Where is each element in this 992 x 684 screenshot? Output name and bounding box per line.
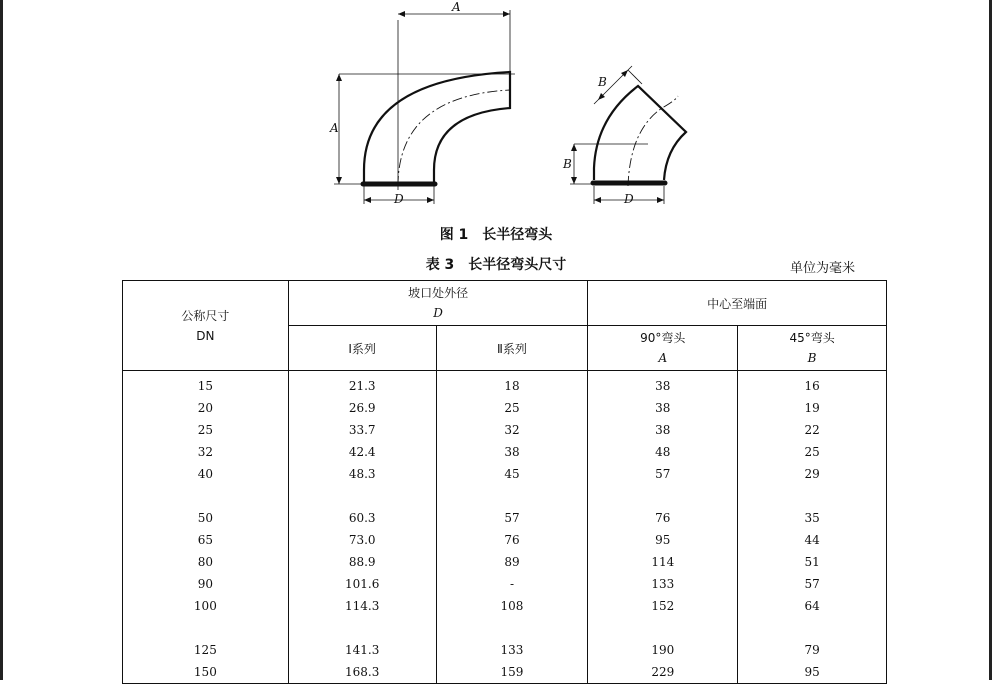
- cell-series-2: 76: [436, 529, 588, 551]
- cell-nominal-size: 150: [123, 661, 289, 684]
- cell-elbow-45: 64: [738, 595, 887, 617]
- cell-nominal-size: 80: [123, 551, 289, 573]
- cell-series-2: 25: [436, 397, 588, 419]
- cell-elbow-90: 38: [588, 397, 738, 419]
- cell-series-1: 33.7: [288, 419, 436, 441]
- cell-elbow-90: 38: [588, 371, 738, 398]
- table-row: [123, 463, 887, 485]
- dim-b-top-label: B: [598, 75, 607, 89]
- header-outer-diameter-symbol: D: [433, 306, 443, 320]
- dim-a-left-label: A: [330, 121, 339, 135]
- dim-d-left-label: D: [394, 192, 404, 206]
- table-row: [123, 551, 887, 573]
- cell-series-1: 141.3: [288, 639, 436, 661]
- cell-series-1: 101.6: [288, 573, 436, 595]
- cell-elbow-45: 79: [738, 639, 887, 661]
- table-row: [123, 573, 887, 595]
- cell-nominal-size: 100: [123, 595, 289, 617]
- header-elbow-45-symbol: B: [807, 351, 817, 365]
- cell-series-2: 133: [436, 639, 588, 661]
- table-row: [123, 639, 887, 661]
- figure-caption: 图 1 长半径弯头: [439, 227, 553, 243]
- table-row: [123, 507, 887, 529]
- cell-series-2: 89: [436, 551, 588, 573]
- cell-nominal-size: 50: [123, 507, 289, 529]
- cell-series-1: [288, 617, 436, 639]
- elbow-45-outline: [570, 66, 686, 204]
- table-row: [123, 397, 887, 419]
- cell-elbow-90: [588, 617, 738, 639]
- header-nominal-label: 公称尺寸: [181, 308, 230, 323]
- cell-elbow-90: [588, 485, 738, 507]
- dim-b-left-label: B: [563, 157, 572, 171]
- cell-series-2: 108: [436, 595, 588, 617]
- cell-elbow-45: 29: [738, 463, 887, 485]
- cell-nominal-size: 15: [123, 371, 289, 398]
- cell-elbow-45: [738, 485, 887, 507]
- table-row: [123, 661, 887, 684]
- cell-series-1: 73.0: [288, 529, 436, 551]
- unit-note: 单位为毫米: [790, 261, 856, 276]
- cell-series-2: 32: [436, 419, 588, 441]
- cell-nominal-size: 20: [123, 397, 289, 419]
- cell-nominal-size: [123, 617, 289, 639]
- table-row: [123, 419, 887, 441]
- cell-nominal-size: 65: [123, 529, 289, 551]
- table-row: [123, 371, 887, 398]
- cell-elbow-45: 19: [738, 397, 887, 419]
- cell-series-1: 60.3: [288, 507, 436, 529]
- cell-elbow-90: 152: [588, 595, 738, 617]
- cell-elbow-90: 190: [588, 639, 738, 661]
- cell-series-2: -: [436, 573, 588, 595]
- table-row: [123, 529, 887, 551]
- cell-elbow-90: 114: [588, 551, 738, 573]
- cell-series-2: 159: [436, 661, 588, 684]
- cell-elbow-90: 76: [588, 507, 738, 529]
- cell-elbow-90: 48: [588, 441, 738, 463]
- cell-elbow-90: 229: [588, 661, 738, 684]
- cell-series-1: 114.3: [288, 595, 436, 617]
- table-spacer-row: [123, 485, 887, 507]
- cell-series-2: [436, 485, 588, 507]
- cell-nominal-size: 125: [123, 639, 289, 661]
- cell-nominal-size: 40: [123, 463, 289, 485]
- cell-elbow-90: 38: [588, 419, 738, 441]
- cell-nominal-size: 25: [123, 419, 289, 441]
- table-row: [123, 441, 887, 463]
- header-elbow-90-symbol: A: [658, 351, 668, 365]
- table-body: [123, 371, 887, 684]
- cell-elbow-45: 51: [738, 551, 887, 573]
- cell-series-1: [288, 485, 436, 507]
- header-nominal-symbol: DN: [196, 328, 215, 343]
- cell-elbow-45: 25: [738, 441, 887, 463]
- table-row: [123, 595, 887, 617]
- cell-elbow-45: 57: [738, 573, 887, 595]
- cell-series-1: 21.3: [288, 371, 436, 398]
- header-outer-diameter: [288, 281, 588, 326]
- cell-elbow-45: 44: [738, 529, 887, 551]
- elbow-drawing: [0, 0, 992, 230]
- cell-elbow-90: 133: [588, 573, 738, 595]
- header-elbow-45-label: 45°弯头: [789, 331, 835, 345]
- header-elbow-45: [738, 326, 887, 371]
- dim-d-right-label: D: [624, 192, 634, 206]
- cell-elbow-45: 16: [738, 371, 887, 398]
- header-nominal-size: [123, 281, 289, 371]
- elbow-90-outline: [334, 10, 515, 204]
- cell-series-1: 48.3: [288, 463, 436, 485]
- cell-elbow-90: 95: [588, 529, 738, 551]
- cell-series-1: 26.9: [288, 397, 436, 419]
- cell-elbow-45: 95: [738, 661, 887, 684]
- header-elbow-90-label: 90°弯头: [640, 331, 686, 345]
- cell-series-2: [436, 617, 588, 639]
- cell-series-2: 18: [436, 371, 588, 398]
- cell-series-2: 45: [436, 463, 588, 485]
- header-series-1: Ⅰ系列: [288, 326, 436, 371]
- dim-a-top-label: A: [452, 0, 461, 14]
- cell-nominal-size: [123, 485, 289, 507]
- header-outer-diameter-label: 坡口处外径: [408, 286, 469, 300]
- cell-nominal-size: 90: [123, 573, 289, 595]
- cell-series-2: 38: [436, 441, 588, 463]
- cell-nominal-size: 32: [123, 441, 289, 463]
- cell-elbow-45: 22: [738, 419, 887, 441]
- table-spacer-row: [123, 617, 887, 639]
- header-elbow-90: [588, 326, 738, 371]
- header-series-2: Ⅱ系列: [436, 326, 588, 371]
- cell-elbow-45: [738, 617, 887, 639]
- cell-series-1: 168.3: [288, 661, 436, 684]
- cell-series-1: 88.9: [288, 551, 436, 573]
- cell-series-1: 42.4: [288, 441, 436, 463]
- header-center-to-face: 中心至端面: [588, 281, 887, 326]
- cell-elbow-90: 57: [588, 463, 738, 485]
- cell-elbow-45: 35: [738, 507, 887, 529]
- elbow-dimensions-table: [122, 280, 887, 684]
- table-caption: 表 3 长半径弯头尺寸: [425, 257, 567, 273]
- cell-series-2: 57: [436, 507, 588, 529]
